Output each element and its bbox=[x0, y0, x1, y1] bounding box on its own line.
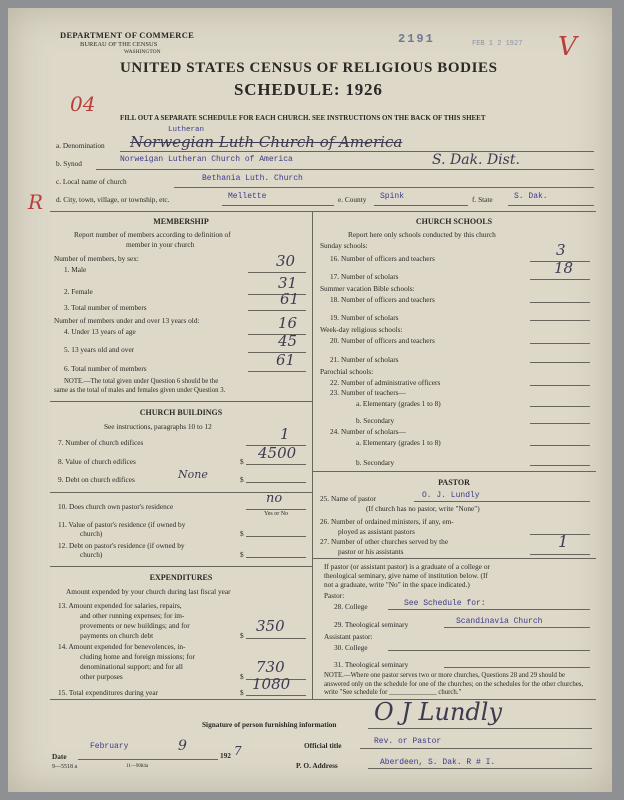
q13-line1: 13. Amount expended for salaries, repairs, bbox=[58, 601, 182, 610]
dollar-sign: $ bbox=[240, 672, 244, 681]
dollar-sign: $ bbox=[240, 529, 244, 538]
city-town-label: d. City, town, village, or township, etc. bbox=[56, 195, 170, 204]
edifice-debt-value: None bbox=[178, 468, 208, 481]
total-members-value-6: 61 bbox=[276, 351, 296, 369]
female-label: 2. Female bbox=[64, 287, 93, 296]
q24-label: 24. Number of scholars— bbox=[330, 427, 406, 436]
parochial-schools-label: Parochial schools: bbox=[320, 367, 374, 376]
print-number: 11—9084a bbox=[126, 764, 149, 769]
date-day: 9 bbox=[178, 738, 187, 754]
date-year-printed: 192 bbox=[220, 751, 231, 760]
schools-heading: CHURCH SCHOOLS bbox=[415, 217, 493, 226]
q14-amount: 730 bbox=[256, 658, 285, 676]
q13-amount: 350 bbox=[256, 617, 285, 635]
owns-residence-label: 10. Does church own pastor's residence bbox=[58, 502, 174, 511]
po-address-value: Aberdeen, S. Dak. R # I. bbox=[380, 758, 496, 767]
date-year-handwritten: 7 bbox=[234, 744, 242, 758]
q29-value: Scandinavia Church bbox=[456, 617, 543, 626]
q14-line1: 14. Amount expended for benevolences, in- bbox=[58, 642, 186, 651]
red-code-mark: 04 bbox=[70, 92, 96, 116]
edifice-value-label: 8. Value of church edifices bbox=[58, 457, 136, 466]
q13-line3: provements or new buildings; and for bbox=[80, 621, 190, 630]
pastor-name-label: 25. Name of pastor bbox=[320, 494, 376, 503]
q28-label: 28. College bbox=[334, 602, 368, 611]
q14-line2: cluding home and foreign missions; for bbox=[80, 652, 195, 661]
expenditures-sub: Amount expended by your church during last fiscal year bbox=[66, 587, 231, 596]
dollar-sign: $ bbox=[240, 550, 244, 559]
schedule-title: SCHEDULE: 1926 bbox=[234, 80, 383, 99]
graduate-note-line3: not a graduate, write "No" in the space indicated.) bbox=[324, 580, 470, 589]
under-13-value: 16 bbox=[278, 314, 298, 332]
q21-label: 21. Number of scholars bbox=[330, 355, 399, 364]
buildings-sub: See instructions, paragraphs 10 to 12 bbox=[104, 422, 212, 431]
total-members-label-6: 6. Total number of members bbox=[64, 364, 147, 373]
q20-label: 20. Number of officers and teachers bbox=[330, 336, 435, 345]
denomination-label: a. Denomination bbox=[56, 141, 105, 150]
pastor-name-value: O. J. Lundly bbox=[422, 491, 480, 500]
q26-line2: ployed as assistant pastors bbox=[338, 527, 415, 536]
by-age-label: Number of members under and over 13 years old: bbox=[54, 316, 200, 325]
q24a-label: a. Elementary (grades 1 to 8) bbox=[356, 438, 441, 447]
city-label: WASHINGTON bbox=[124, 49, 161, 55]
po-address-label: P. O. Address bbox=[296, 761, 338, 770]
church-edifices-value: 1 bbox=[280, 425, 290, 443]
q30-label: 30. College bbox=[334, 643, 368, 652]
red-r-mark: R bbox=[28, 190, 44, 214]
membership-heading: MEMBERSHIP bbox=[153, 217, 209, 226]
synod-typed: Norweigan Lutheran Church of America bbox=[120, 155, 293, 164]
under-13-label: 4. Under 13 years of age bbox=[64, 327, 136, 336]
q18-label: 18. Number of officers and teachers bbox=[330, 295, 435, 304]
schedule-instruction: FILL OUT A SEPARATE SCHEDULE FOR EACH CHURCH. SEE INSTRUCTIONS ON THE BACK OF THIS SHEET bbox=[120, 114, 486, 122]
pastor-sub-label: Pastor: bbox=[324, 591, 345, 600]
pastor-none-hint: (If church has no pastor, write "None") bbox=[366, 504, 480, 513]
q28-value: See Schedule for: bbox=[404, 599, 486, 608]
local-name-typed: Bethania Luth. Church bbox=[202, 174, 303, 183]
owns-residence-value: no bbox=[266, 491, 283, 506]
denomination-typed: Lutheran bbox=[168, 126, 205, 134]
denomination-handwritten: Norwegian Luth Church of America bbox=[130, 133, 403, 151]
q14-line4: other purposes bbox=[80, 672, 123, 681]
q31-label: 31. Theological seminary bbox=[334, 660, 409, 669]
schools-sub: Report here only schools conducted by this church bbox=[348, 230, 496, 239]
q17-value: 18 bbox=[554, 259, 574, 277]
bureau-label: BUREAU OF THE CENSUS bbox=[80, 41, 158, 48]
local-name-label: c. Local name of church bbox=[56, 177, 127, 186]
synod-district-handwritten: S. Dak. Dist. bbox=[432, 152, 520, 168]
date-month: February bbox=[90, 742, 129, 751]
edifice-debt-label: 9. Debt on church edifices bbox=[58, 475, 135, 484]
male-label: 1. Male bbox=[64, 265, 87, 274]
official-title-value: Rev. or Pastor bbox=[374, 737, 442, 746]
dollar-sign: $ bbox=[240, 688, 244, 697]
q27-line2: pastor or his assistants bbox=[338, 547, 404, 556]
residence-debt-label: 12. Debt on pastor's residence (if owned by bbox=[58, 541, 185, 550]
female-value: 31 bbox=[278, 274, 298, 292]
graduate-note-line2: theological seminary, give name of institution below. (If bbox=[324, 571, 488, 580]
residence-value-label: 11. Value of pastor's residence (if owned by bbox=[58, 520, 186, 529]
membership-sub2: member in your church bbox=[126, 240, 195, 249]
q19-label: 19. Number of scholars bbox=[330, 313, 399, 322]
received-number-stamp: 2191 bbox=[398, 32, 435, 46]
county-typed: Spink bbox=[380, 192, 405, 201]
census-form-sheet bbox=[8, 8, 612, 792]
synod-label: b. Synod bbox=[56, 159, 82, 168]
department-label: DEPARTMENT OF COMMERCE bbox=[60, 30, 195, 40]
total-members-value-3: 61 bbox=[280, 290, 300, 308]
q26-line1: 26. Number of ordained ministers, if any, em- bbox=[320, 517, 454, 526]
membership-note-line1: NOTE.—The total given under Question 6 should be the bbox=[64, 378, 219, 385]
edifice-value-amount: 4500 bbox=[258, 444, 297, 462]
date-stamp: FEB 1 2 1927 bbox=[472, 40, 523, 48]
church-edifices-label: 7. Number of church edifices bbox=[58, 438, 144, 447]
total-members-label-3: 3. Total number of members bbox=[64, 303, 147, 312]
date-label: Date bbox=[52, 752, 67, 761]
city-typed: Mellette bbox=[228, 192, 267, 201]
dollar-sign: $ bbox=[240, 475, 244, 484]
total-expenditures-amount: 1080 bbox=[252, 675, 291, 693]
q16-value: 3 bbox=[556, 241, 566, 259]
state-label: f. State bbox=[472, 195, 493, 204]
assistant-pastor-label: Assistant pastor: bbox=[324, 632, 373, 641]
q27-line1: 27. Number of other churches served by the bbox=[320, 537, 449, 546]
q27-value: 1 bbox=[558, 532, 569, 551]
dollar-sign: $ bbox=[240, 457, 244, 466]
buildings-heading: CHURCH BUILDINGS bbox=[139, 408, 223, 417]
male-value: 30 bbox=[276, 252, 296, 270]
signature-label: Signature of person furnishing information bbox=[202, 720, 337, 729]
yes-no-hint: Yes or No bbox=[264, 511, 289, 517]
total-expenditures-label: 15. Total expenditures during year bbox=[58, 688, 159, 697]
pastor-note: NOTE.—Where one pastor serves two or more churches, Questions 28 and 29 should be answered only on the schedule for one of the churches; on the schedules for the other churches, write "See schedule for ______________ church." bbox=[324, 672, 584, 696]
form-number: 9—5518 a bbox=[52, 764, 78, 770]
q16-label: 16. Number of officers and teachers bbox=[330, 254, 435, 263]
summer-schools-label: Summer vacation Bible schools: bbox=[320, 284, 415, 293]
county-label: e. County bbox=[338, 195, 367, 204]
q13-line4: payments on church debt bbox=[80, 631, 154, 640]
sunday-schools-label: Sunday schools: bbox=[320, 241, 368, 250]
q23a-label: a. Elementary (grades 1 to 8) bbox=[356, 399, 441, 408]
official-title-label: Official title bbox=[304, 741, 342, 750]
signature-value: O J Lundly bbox=[374, 698, 503, 726]
residence-debt-label-2: church) bbox=[80, 550, 103, 559]
expenditures-heading: EXPENDITURES bbox=[149, 573, 213, 582]
q24b-label: b. Secondary bbox=[356, 458, 395, 467]
membership-note-line2: same as the total of males and females given under Question 3. bbox=[54, 387, 226, 394]
membership-sub1: Report number of members according to definition of bbox=[74, 230, 231, 239]
pastor-heading: PASTOR bbox=[438, 478, 470, 487]
q13-line2: and other running expenses; for im- bbox=[80, 611, 185, 620]
over-13-value: 45 bbox=[278, 332, 298, 350]
q22-label: 22. Number of administrative officers bbox=[330, 378, 441, 387]
residence-value-label-2: church) bbox=[80, 529, 103, 538]
q23b-label: b. Secondary bbox=[356, 416, 395, 425]
dollar-sign: $ bbox=[240, 631, 244, 640]
form-title: UNITED STATES CENSUS OF RELIGIOUS BODIES bbox=[120, 60, 498, 76]
by-sex-label: Number of members, by sex: bbox=[54, 254, 139, 263]
q14-line3: denominational support; and for all bbox=[80, 662, 183, 671]
red-check-mark: V bbox=[558, 32, 577, 62]
state-typed: S. Dak. bbox=[514, 192, 548, 201]
over-13-label: 5. 13 years old and over bbox=[64, 345, 135, 354]
weekday-schools-label: Week-day religious schools: bbox=[320, 325, 403, 334]
q29-label: 29. Theological seminary bbox=[334, 620, 409, 629]
q17-label: 17. Number of scholars bbox=[330, 272, 399, 281]
graduate-note-line1: If pastor (or assistant pastor) is a graduate of a college or bbox=[324, 562, 490, 571]
q23-label: 23. Number of teachers— bbox=[330, 388, 406, 397]
